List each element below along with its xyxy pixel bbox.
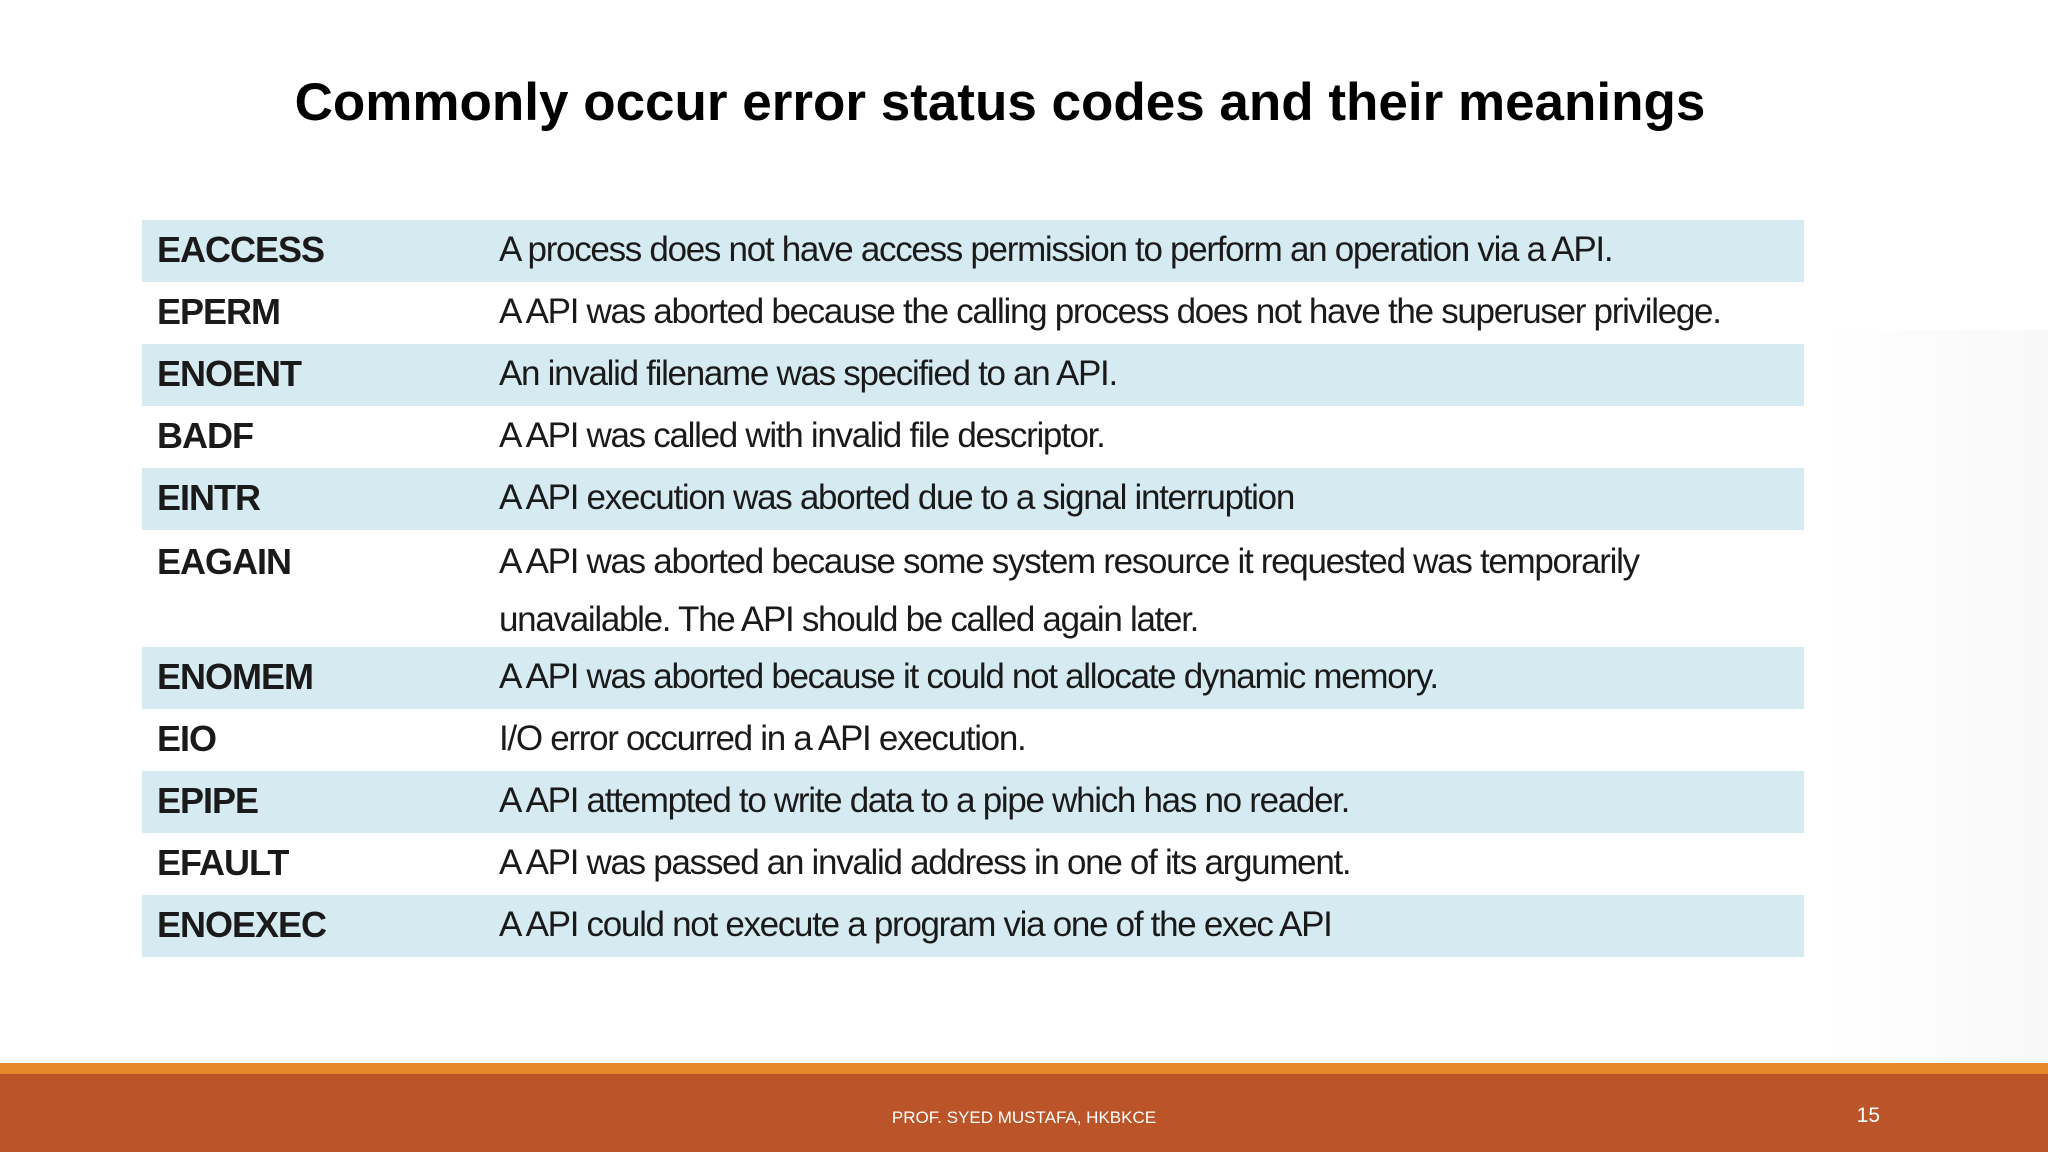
table-row — [142, 220, 1804, 282]
error-meaning — [499, 354, 1804, 394]
error-meaning — [499, 230, 1804, 270]
table-row — [142, 344, 1804, 406]
error-code: BADF — [157, 415, 253, 456]
error-code: EPERM — [157, 291, 281, 332]
meaning-line: A API was called with invalid file descriptor. — [499, 416, 1105, 455]
meaning-line: An invalid filename was specified to an API. — [499, 354, 1117, 393]
error-code: EFAULT — [157, 842, 289, 883]
page-number: 15 — [1856, 1104, 1880, 1127]
table-row — [142, 895, 1804, 957]
table-row — [142, 833, 1804, 895]
table-row — [142, 468, 1804, 530]
table-row — [142, 647, 1804, 709]
error-codes-table — [142, 220, 1804, 957]
error-code: EACCESS — [157, 229, 325, 270]
error-code: EAGAIN — [157, 541, 292, 582]
meaning-line: A process does not have access permission to perform an operation via a API. — [499, 230, 1613, 269]
meaning-line: A API execution was aborted due to a signal interruption — [499, 478, 1294, 517]
meaning-line: A API was passed an invalid address in one of its argument. — [499, 843, 1351, 882]
table-row — [142, 771, 1804, 833]
table-row — [142, 282, 1804, 344]
error-meaning — [499, 719, 1804, 759]
meaning-line: A API attempted to write data to a pipe which has no reader. — [499, 781, 1350, 820]
table-row — [142, 709, 1804, 771]
meaning-line: A API was aborted because the calling process does not have the superuser privilege. — [499, 292, 1721, 331]
error-code: ENOEXEC — [157, 904, 327, 945]
error-meaning — [499, 905, 1804, 945]
table-row — [142, 530, 1804, 647]
error-meaning — [499, 843, 1804, 883]
meaning-line: I/O error occurred in a API execution. — [499, 719, 1026, 758]
error-meaning — [499, 781, 1804, 821]
footer-accent-stripe — [0, 1063, 2048, 1074]
meaning-line: A API was aborted because some system resource it requested was temporarily — [499, 542, 1639, 581]
error-meaning — [499, 292, 1804, 332]
error-meaning — [499, 416, 1804, 456]
error-code: EPIPE — [157, 780, 259, 821]
error-code: ENOENT — [157, 353, 302, 394]
error-code: ENOMEM — [157, 656, 313, 697]
error-meaning — [499, 657, 1804, 697]
slide-title: Commonly occur error status codes and their meanings — [294, 73, 1706, 132]
meaning-line: A API was aborted because it could not allocate dynamic memory. — [499, 657, 1438, 696]
table-row — [142, 406, 1804, 468]
error-meaning — [499, 542, 1804, 640]
meaning-line: A API could not execute a program via one of the exec API — [499, 905, 1332, 944]
error-code: EINTR — [157, 477, 260, 518]
meaning-line: unavailable. The API should be called again later. — [499, 600, 1199, 639]
background-shade — [1826, 330, 2048, 1062]
error-meaning — [499, 478, 1804, 518]
footer-author: PROF. SYED MUSTAFA, HKBKCE — [891, 1108, 1157, 1127]
error-code: EIO — [157, 718, 217, 759]
